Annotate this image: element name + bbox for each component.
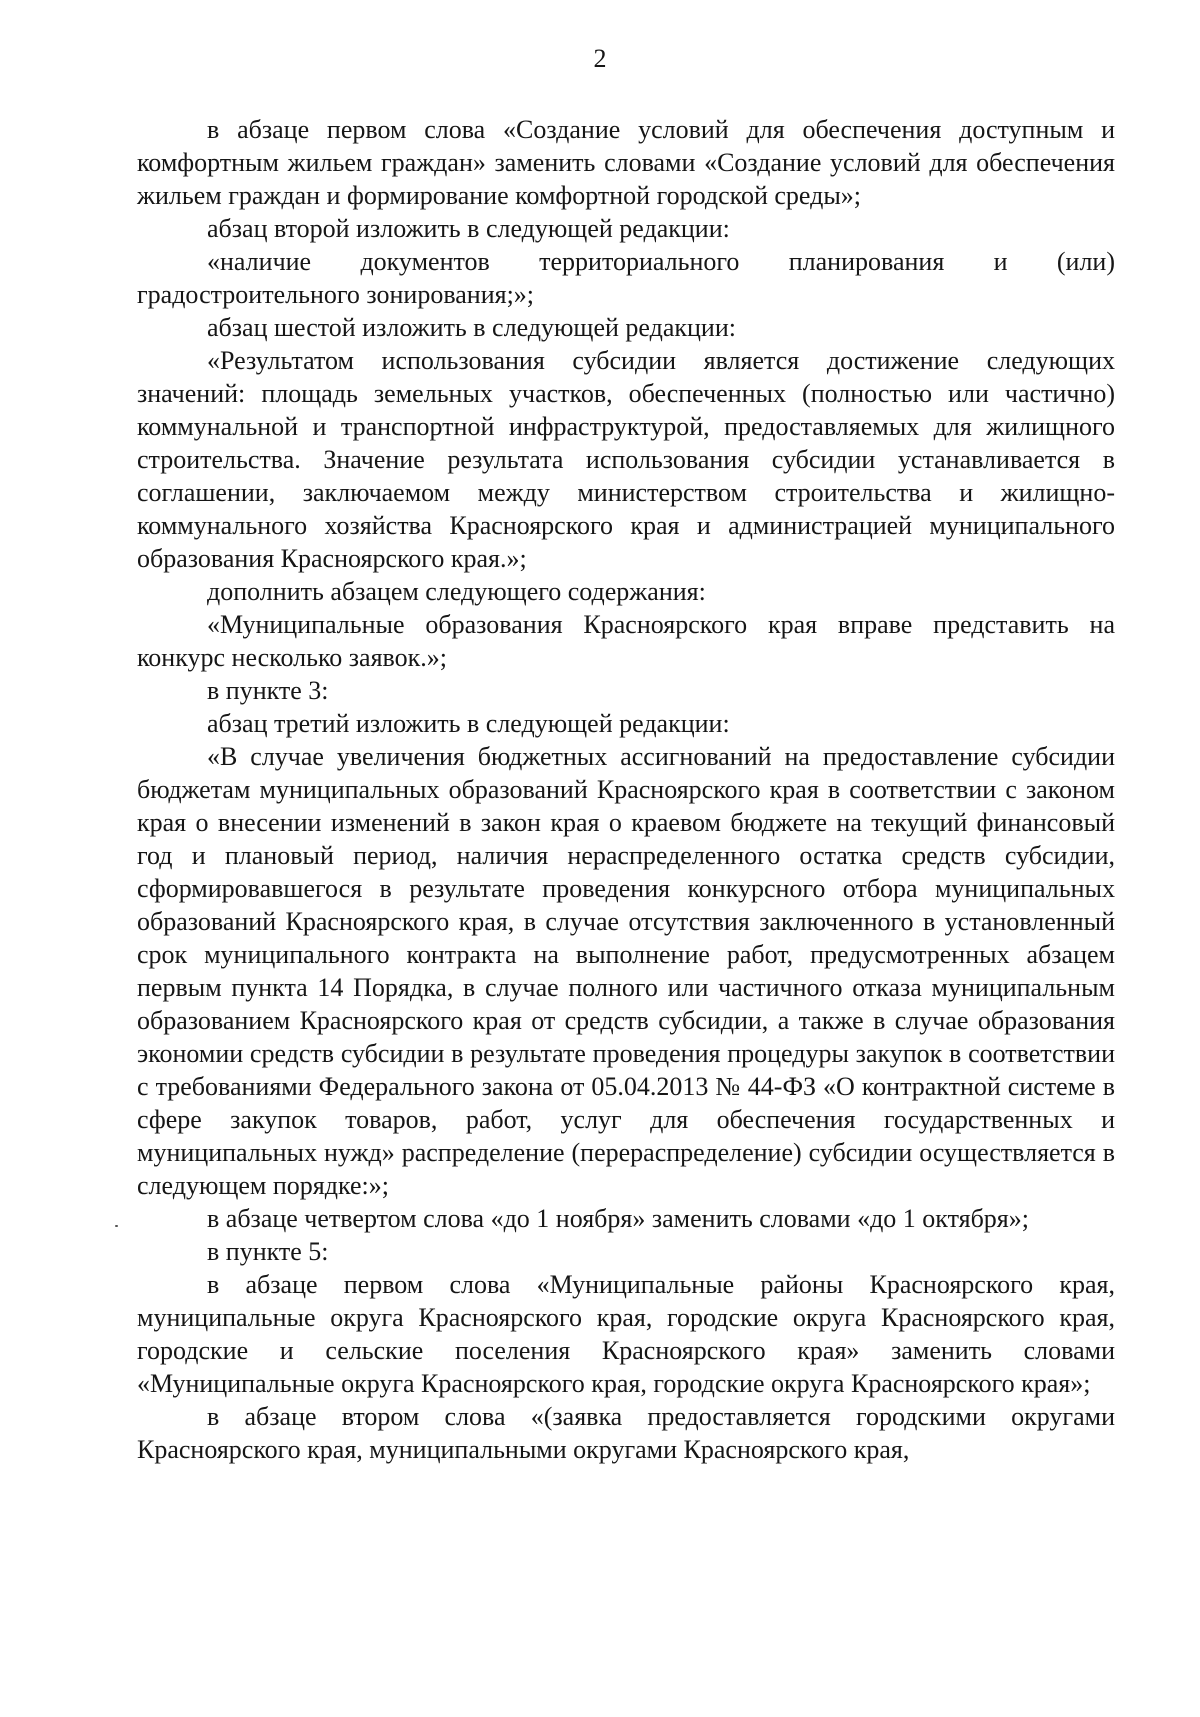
paragraph: абзац шестой изложить в следующей редакции: [207,313,736,342]
paragraph: в пункте 3: [207,676,329,705]
paragraph: «Результатом использования субсидии является достижение следующих значений: площадь земельных участков, обеспеченных (полностью или частично) коммунальной и транспортной инфраструктурой, предоставляемых для жилищного строительства. Значение результата использования субсидии устанавливается в соглашении, заключаемом между министерством строительства и жилищно-коммунального хозяйства Красноярского края и администрацией муниципального образования Красноярского края.»; [137,346,1115,573]
paragraph: в пункте 5: [207,1237,329,1266]
paragraph: «наличие документов территориального планирования и (или) градостроительного зонирования;»; [137,247,1115,309]
paragraph: абзац третий изложить в следующей редакции: [207,709,730,738]
page-number: 2 [593,44,607,73]
document-body [137,113,1115,1466]
paragraph: в абзаце четвертом слова «до 1 ноября» заменить словами «до 1 октября»; [207,1204,1029,1233]
paragraph: дополнить абзацем следующего содержания: [207,577,706,606]
scan-artifact [115,1225,118,1227]
paragraph: в абзаце втором слова «(заявка предоставляется городскими округами Красноярского края, муниципальными округами Красноярского края, [137,1402,1115,1464]
paragraph: «В случае увеличения бюджетных ассигнований на предоставление субсидии бюджетам муниципальных образований Красноярского края в соответствии с законом края о внесении изменений в закон края о краевом бюджете на текущий финансовый год и плановый период, наличия нераспределенного остатка средств субсидии, сформировавшегося в результате проведения конкурсного отбора муниципальных образований Красноярского края, в случае отсутствия заключенного в установленный срок муниципального контракта на выполнение работ, предусмотренных абзацем первым пункта 14 Порядка, в случае полного или частичного отказа муниципальным образованием Красноярского края от средств субсидии, а также в случае образования экономии средств субсидии в результате проведения процедуры закупок в соответствии с требованиями Федерального закона от 05.04.2013 № 44-ФЗ «О контрактной системе в сфере закупок товаров, работ, услуг для обеспечения государственных и муниципальных нужд» распределение (перераспределение) субсидии осуществляется в следующем порядке:»; [137,742,1115,1200]
paragraph: «Муниципальные образования Красноярского края вправе представить на конкурс несколько заявок.»; [137,610,1115,672]
paragraph: в абзаце первом слова «Создание условий для обеспечения доступным и комфортным жильем граждан» заменить словами «Создание условий для обеспечения жильем граждан и формирование комфортной городской среды»; [137,115,1115,210]
paragraph: в абзаце первом слова «Муниципальные районы Красноярского края, муниципальные округа Красноярского края, городские округа Красноярского края, городские и сельские поселения Красноярского края» заменить словами «Муниципальные округа Красноярского края, городские округа Красноярского края»; [137,1270,1115,1398]
paragraph: абзац второй изложить в следующей редакции: [207,214,730,243]
